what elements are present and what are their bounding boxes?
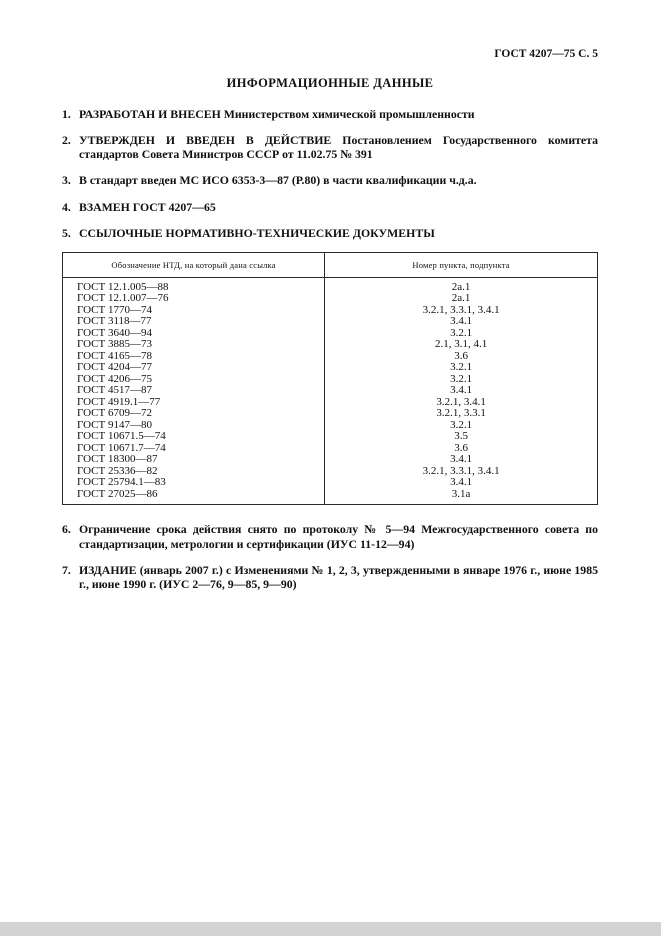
item-2 <box>62 133 598 161</box>
clause-cell: 3.2.1, 3.3.1, 3.4.1 <box>325 466 598 478</box>
ntd-column-header: Обозначение НТД, на который дана ссылка <box>63 252 325 277</box>
ntd-cell: ГОСТ 3640—94 <box>63 328 325 340</box>
ntd-cell: ГОСТ 4517—87 <box>63 385 325 397</box>
item-5-section-heading <box>62 226 598 240</box>
ntd-cell: ГОСТ 10671.7—74 <box>63 443 325 455</box>
ntd-cell: ГОСТ 4204—77 <box>63 362 325 374</box>
ntd-cell: ГОСТ 10671.5—74 <box>63 431 325 443</box>
item-6-text: Ограничение срока действия снято по протоколу № 5—94 Межгосударственного совета по стандартизации, метрологии и сертификации (ИУС 11-12—94) <box>79 522 598 551</box>
ntd-cell: ГОСТ 18300—87 <box>63 454 325 466</box>
ntd-cell: ГОСТ 4919.1—77 <box>63 397 325 409</box>
page-header-gost-ref: ГОСТ 4207—75 С. 5 <box>494 48 598 60</box>
clause-cell: 3.1а <box>325 489 598 505</box>
clause-cell: 2а.1 <box>325 293 598 305</box>
item-4-number: 4. <box>62 199 71 214</box>
item-6-number: 6. <box>62 522 71 537</box>
item-1-number: 1. <box>62 107 71 121</box>
ntd-cell: ГОСТ 25794.1—83 <box>63 477 325 489</box>
item-5-text: ССЫЛОЧНЫЕ НОРМАТИВНО-ТЕХНИЧЕСКИЕ ДОКУМЕНТЫ <box>79 225 435 240</box>
item-2-number: 2. <box>62 133 71 148</box>
item-3 <box>62 173 598 187</box>
item-1 <box>62 107 598 121</box>
item-3-number: 3. <box>62 173 71 188</box>
item-7-text: ИЗДАНИЕ (январь 2007 г.) с Изменениями № 1, 2, 3, утвержденными в январе 1976 г., июне 1985 г., июне 1990 г. (ИУС 2—76, 9—85, 9—90) <box>79 562 598 591</box>
clause-cell: 3.5 <box>325 431 598 443</box>
clause-cell: 3.2.1, 3.3.1 <box>325 408 598 420</box>
item-2-text: УТВЕРЖДЕН И ВВЕДЕН В ДЕЙСТВИЕ Постановлением Государственного комитета стандартов Совета Министров СССР от 11.02.75 № 391 <box>79 133 598 162</box>
scan-edge-shadow <box>0 922 661 936</box>
ntd-cell: ГОСТ 12.1.005—88 <box>63 277 325 293</box>
ntd-cell: ГОСТ 6709—72 <box>63 408 325 420</box>
item-1-text: РАЗРАБОТАН И ВНЕСЕН Министерством химической промышленности <box>79 107 475 121</box>
clause-cell: 3.4.1 <box>325 477 598 489</box>
ntd-table-body <box>63 277 598 505</box>
ntd-cell: ГОСТ 4206—75 <box>63 374 325 386</box>
clause-cell: 3.6 <box>325 443 598 455</box>
ntd-cell: ГОСТ 25336—82 <box>63 466 325 478</box>
table-row <box>63 489 598 505</box>
item-5-number: 5. <box>62 225 71 240</box>
clause-cell: 3.4.1 <box>325 385 598 397</box>
page-title: ИНФОРМАЦИОННЫЕ ДАННЫЕ <box>226 76 434 90</box>
item-7-number: 7. <box>62 562 71 577</box>
item-4 <box>62 200 598 214</box>
clause-cell: 2.1, 3.1, 4.1 <box>325 339 598 351</box>
clause-cell: 3.2.1 <box>325 374 598 386</box>
clause-cell: 3.6 <box>325 351 598 363</box>
item-3-text: В стандарт введен МС ИСО 6353-3—87 (Р.80) в части квалификации ч.д.а. <box>79 173 477 188</box>
clause-cell: 3.2.1, 3.3.1, 3.4.1 <box>325 305 598 317</box>
ntd-cell: ГОСТ 4165—78 <box>63 351 325 363</box>
clause-cell: 3.2.1 <box>325 362 598 374</box>
clause-cell: 3.2.1 <box>325 420 598 432</box>
clause-cell: 3.2.1 <box>325 328 598 340</box>
table-header-row <box>63 252 598 277</box>
clause-cell: 3.4.1 <box>325 454 598 466</box>
item-4-text: ВЗАМЕН ГОСТ 4207—65 <box>79 199 216 214</box>
item-7 <box>62 563 598 591</box>
ntd-cell: ГОСТ 3118—77 <box>63 316 325 328</box>
clause-cell: 3.4.1 <box>325 316 598 328</box>
clause-cell: 2а.1 <box>325 277 598 293</box>
item-6 <box>62 522 598 550</box>
ntd-cell: ГОСТ 27025—86 <box>63 489 325 505</box>
ntd-cell: ГОСТ 3885—73 <box>63 339 325 351</box>
clause-column-header: Номер пункта, подпункта <box>325 252 598 277</box>
ntd-cell: ГОСТ 9147—80 <box>63 420 325 432</box>
ntd-cell: ГОСТ 1770—74 <box>63 305 325 317</box>
ntd-reference-table <box>62 252 598 506</box>
ntd-cell: ГОСТ 12.1.007—76 <box>63 293 325 305</box>
clause-cell: 3.2.1, 3.4.1 <box>325 397 598 409</box>
table-row <box>63 277 598 293</box>
